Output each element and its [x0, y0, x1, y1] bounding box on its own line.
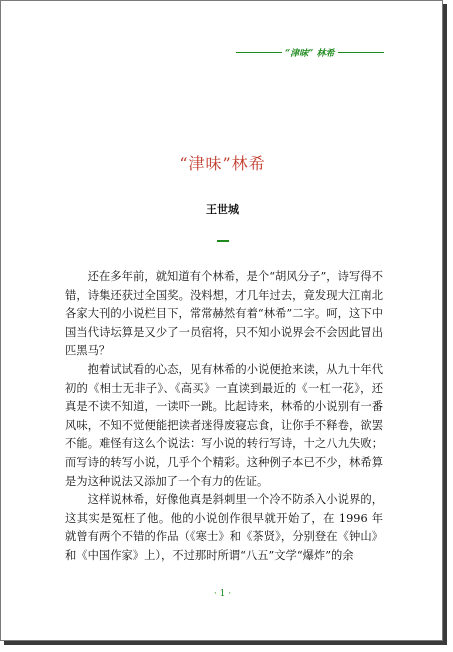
running-header: [233, 46, 387, 59]
section-mark: [217, 240, 229, 242]
paragraph: 这样说林希，好像他真是斜刺里一个冷不防杀入小说界的，这其实是冤枉了他。他的小说创作很早就开始了，在 1996 年就曾有两个不错的作品（《寒士》和《茶贤》，分别登在《钟山》和《中国作家》上），不过那时所谓“八五”文学“爆炸”的余: [65, 493, 383, 562]
running-header-title: “津味” 林希: [285, 49, 335, 59]
header-rule-right: [338, 52, 384, 53]
article-body: [65, 268, 383, 566]
article-title: “津味”林希: [179, 154, 266, 173]
paragraph: 抱着试试看的心态，见有林希的小说便抢来读，从九十年代初的《相士无非子》、《高买》一直读到最近的《一杠一花》，还真是不读不知道，一读吓一跳。比起诗来，林希的小说别有一番风味，不知不觉便能把读者迷得废寝忘食，让你手不释卷，欲罢不能。难怪有这么个说法：写小说的转行写诗，十之八九失败；而写诗的转写小说，几乎个个精彩。这种例子本已不少，林希算是为这种说法又添加了一个有力的佐证。: [65, 362, 383, 488]
page-number: · 1 ·: [213, 589, 232, 599]
article-author: 王世城: [206, 203, 239, 216]
paragraph: 还在多年前，就知道有个林希，是个“胡风分子”，诗写得不错，诗集还获过全国奖。没料想，才几年过去，竟发现大江南北各家大刊的小说栏目下，常常赫然有着“林希”二字。呵，这下中国当代诗坛算是又少了一员宿将，只不知小说界会不会因此冒出匹黑马？: [65, 270, 383, 358]
header-rule-left: [236, 52, 282, 53]
